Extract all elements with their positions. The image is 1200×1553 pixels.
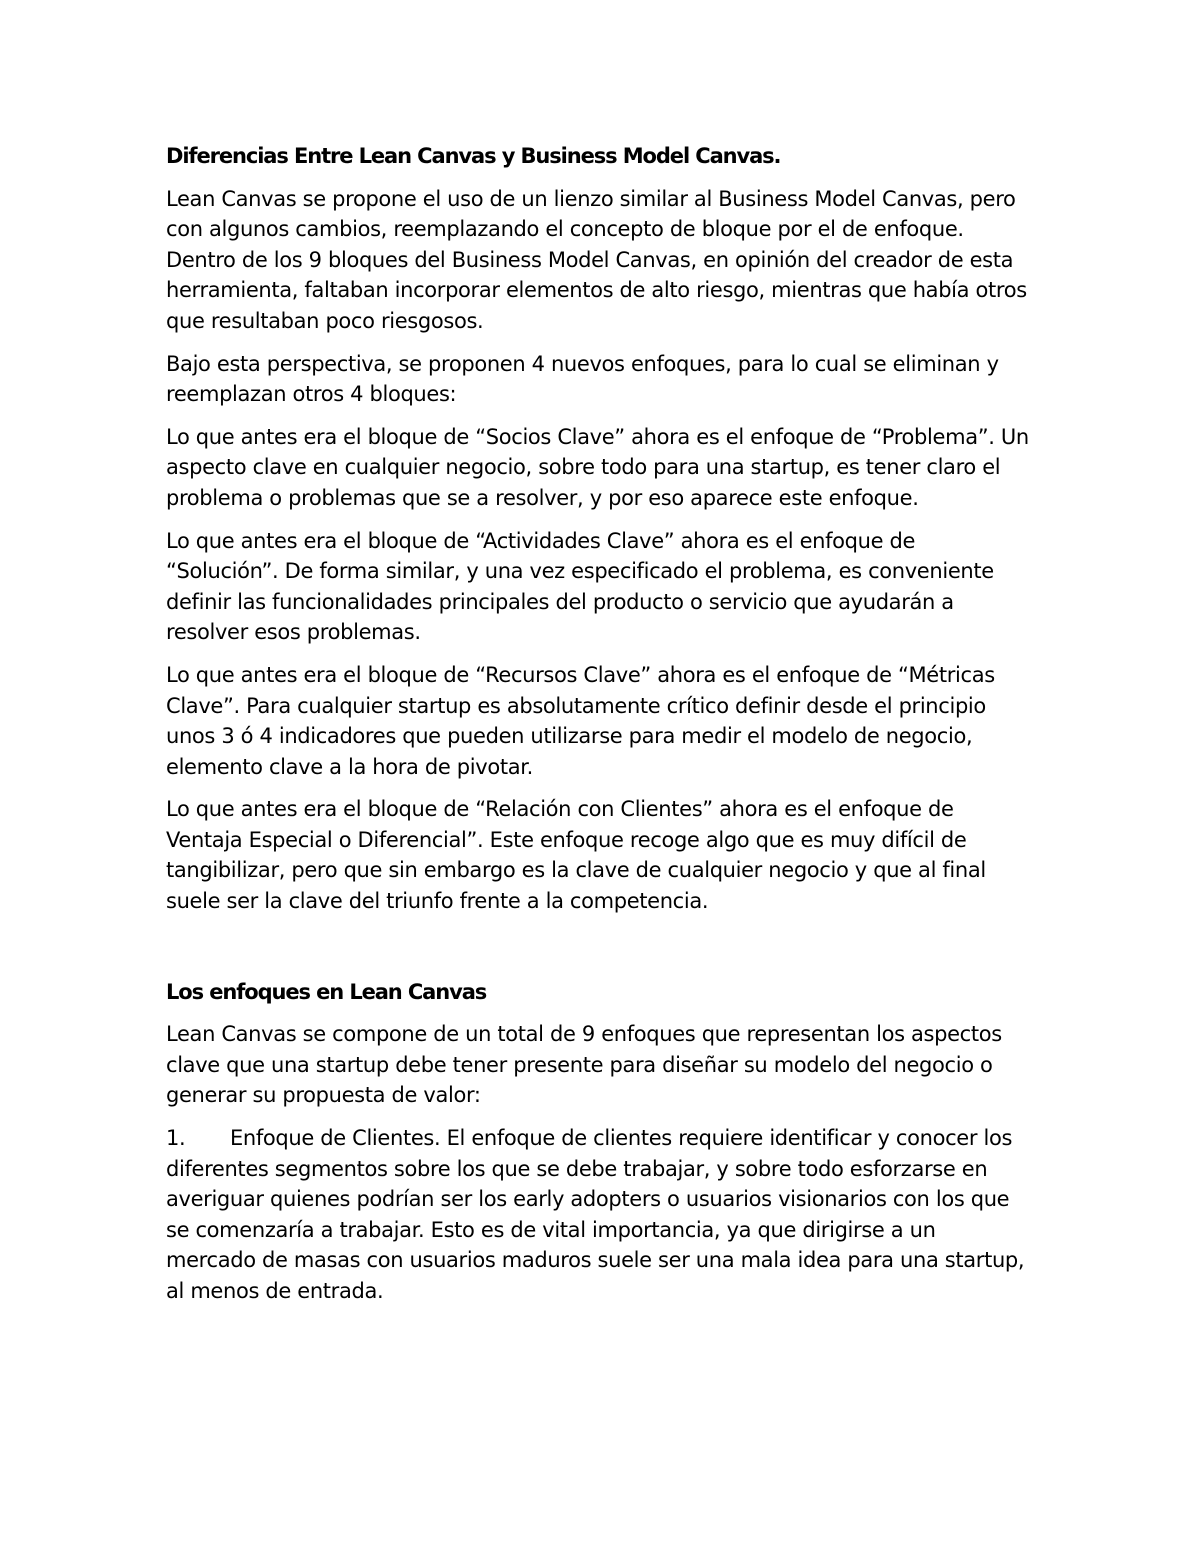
- section-heading: Diferencias Entre Lean Canvas y Business Model Canvas.: [166, 144, 781, 168]
- section-heading-enfoques: Los enfoques en Lean Canvas: [166, 979, 487, 1004]
- list-item-number: 1.: [166, 1126, 186, 1151]
- paragraph-metricas: Lo que antes era el bloque de “Recursos Clave” ahora es el enfoque de “Métricas Clave”. Para cualquier startup es absolutamente crítico definir desde el principio unos 3 ó 4 indicadores que pueden utilizarse para medir el modelo de negocio, elemento clave a la hora de pivotar.: [166, 662, 995, 779]
- paragraph-enfoques-intro: Lean Canvas se compone de un total de 9 enfoques que representan los aspectos clave que una startup debe tener presente para diseñar su modelo del negocio o generar su propuesta de valor:: [166, 1022, 1002, 1108]
- paragraph-perspective: Bajo esta perspectiva, se proponen 4 nuevos enfoques, para lo cual se eliminan y reemplazan otros 4 bloques:: [166, 351, 999, 407]
- paragraph-ventaja: Lo que antes era el bloque de “Relación con Clientes” ahora es el enfoque de Ventaja Especial o Diferencial”. Este enfoque recoge algo que es muy difícil de tangibilizar, pero que sin embargo es la clave de cualquier negocio y que al final suele ser la clave del triunfo frente a la competencia.: [166, 797, 986, 914]
- paragraph-intro: Lean Canvas se propone el uso de un lienzo similar al Business Model Canvas, pero con algunos cambios, reemplazando el concepto de bloque por el de enfoque. Dentro de los 9 bloques del Business Model Canvas, en opinión del creador de esta herramienta, faltaban incorporar elementos de alto riesgo, mientras que había otros que resultaban poco riesgosos.: [166, 186, 1027, 333]
- list-item-text: Enfoque de Clientes. El enfoque de clientes requiere identificar y conocer los diferentes segmentos sobre los que se debe trabajar, y sobre todo esforzarse en averiguar quienes podrían ser los early adopters o usuarios visionarios con los que se comenzaría a trabajar. Esto es de vital importancia, ya que dirigirse a un mercado de masas con usuarios maduros suele ser una mala idea para una startup, al menos de entrada.: [166, 1126, 1025, 1303]
- list-item: [166, 1123, 1030, 1307]
- paragraph-solucion: Lo que antes era el bloque de “Actividades Clave” ahora es el enfoque de “Solución”. De forma similar, y una vez especificado el problema, es conveniente definir las funcionalidades principales del producto o servicio que ayudarán a resolver esos problemas.: [166, 528, 994, 645]
- paragraph-problema: Lo que antes era el bloque de “Socios Clave” ahora es el enfoque de “Problema”. Un aspecto clave en cualquier negocio, sobre todo para una startup, es tener claro el problema o problemas que se a resolver, y por eso aparece este enfoque.: [166, 424, 1029, 510]
